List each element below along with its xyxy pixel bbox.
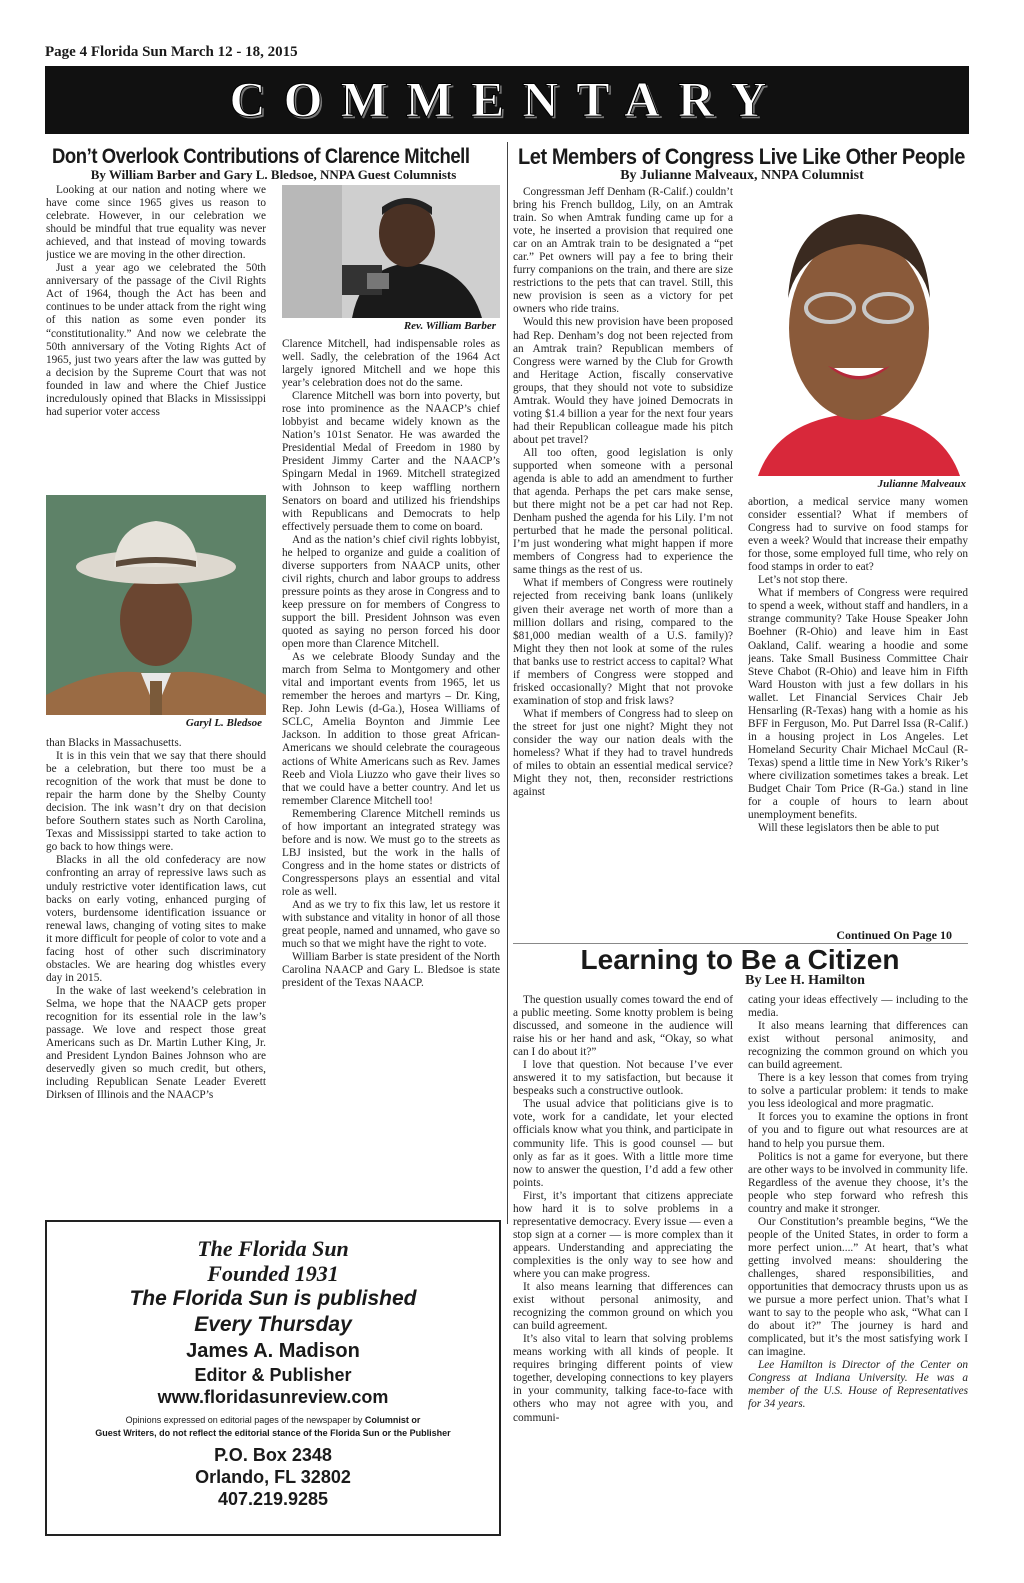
- masthead-disclaimer-line2: Guest Writers, do not reflect the editorial stance of the Florida Sun or the Publisher: [95, 1428, 451, 1438]
- paragraph: The question usually comes toward the end of a public meeting. Some knotty problem is being discussed, and someone in the audience will raise his or her hand and ask, “Okay, so what can I do about it?”: [513, 994, 733, 1059]
- paragraph: It also means learning that differences can exist without personal animosity, and recognizing the common ground on which you can build agreement.: [513, 1281, 733, 1333]
- paragraph: The usual advice that politicians give is to vote, work for a candidate, let your elected officials know what you think, and participate in community life. This is good counsel — but only as far as it goes. With a little more time now to answer the question, I’d add a few other points.: [513, 1098, 733, 1189]
- paragraph: Politics is not a game for everyone, but there are other ways to be involved in community life. Regardless of the avenue they choose, it’s the people who step forward who refresh this country and make it stronger.: [748, 1150, 968, 1215]
- masthead-title: The Florida Sun: [197, 1236, 349, 1261]
- paragraph: And as we try to fix this law, let us restore it with substance and vitality in honor of all those great people, named and unnamed, who gave so much so that we might have the right to vote.: [282, 899, 500, 951]
- caption-bledsoe: Garyl L. Bledsoe: [185, 717, 262, 729]
- paragraph: Clarence Mitchell, had indispensable roles as well. Sadly, the celebration of the 1964 Act largely ignored Mitchell and we hope this year’s celebration does not do the same.: [282, 338, 500, 390]
- paragraph: In the wake of last weekend’s celebration in Selma, we hope that the NAACP gets proper recognition for its essential role in the law’s passage. We love and respect those great Americans such as Dr. Martin Luther King, Jr. and President Lyndon Baines Johnson who are deservedly given so much credit, but others, including Republican Senate Leader Everett Dirksen of Illinois and the NAACP’s: [46, 984, 266, 1102]
- paragraph: than Blacks in Massachusetts.: [46, 737, 182, 749]
- paragraph: Would this new provision have been proposed had Rep. Denham’s dog not been rejected from an Amtrak train? Republican members of Congress were warned by the Club for Growth and Heritage Action, fiscally conservative groups, that they should not vote to subsidize Amtrak. Would they have joined Democrats in voting $1.4 billion a year for the next four years had their Republican colleague made his pitch about pet travel?: [513, 316, 733, 446]
- paragraph: Remembering Clarence Mitchell reminds us of how important an integrated strategy was before and is now. We must go to the streets as LBJ insisted, but the work in the halls of Congress and in the home states or districts of Congresspersons plays an essential and vital role as well.: [282, 807, 500, 898]
- article1-byline: By William Barber and Gary L. Bledsoe, NNPA Guest Columnists: [90, 167, 457, 182]
- paragraph: abortion, a medical service many women consider essential? What if members of Congress had to survive on food stamps for even a week? Would that increase their empathy for those, some employed full time, who rely on food stamps in order to eat?: [748, 496, 968, 574]
- masthead-editor-name: James A. Madison: [186, 1340, 360, 1362]
- article2-byline: By Julianne Malveaux, NNPA Columnist: [620, 168, 864, 183]
- masthead-published-line2: Every Thursday: [194, 1313, 352, 1336]
- photo-gary-bledsoe: [46, 495, 266, 715]
- article2-col1: [513, 186, 733, 942]
- paragraph: What if members of Congress had to sleep on the street for just one night? Might they not consider the way our nation deals with the homeless? What if they had to travel hundreds of miles to obtain an essential medical service? Might they not, then, reconsider restrictions against: [513, 707, 733, 799]
- paragraph: All too often, good legislation is only supported when someone with a personal agenda is able to add an amendment to further that agenda. Perhaps the pet cars make sense, but there might not be a pet car had not Rep. Denham pushed the agenda for his Lily. I’m not perturbed that he made the personal political. I’m just wondering what might happen if more members of Congress had to experience the same things as the rest of us.: [513, 446, 733, 577]
- author-bio: Lee Hamilton is Director of the Center on Congress at Indiana University. He was a member of the U.S. House of Representatives for 34 years.: [748, 1359, 968, 1411]
- column-divider: [507, 142, 508, 1224]
- paragraph: Let’s not stop there.: [758, 574, 848, 587]
- disclaimer-bold-text: Columnist or: [364, 1415, 421, 1425]
- paragraph: As we celebrate Bloody Sunday and the march from Selma to Montgomery and other vital and important events from 1965, let us remember the heroes and martyrs – Dr. King, Rep. John Lewis (d-Ga.), Hosea Williams of SCLC, Amelia Boynton and Jimmie Lee Jackson. In addition to those great African-Americans we should celebrate the courageous actions of White Americans such as Rev. James Reeb and Viola Liuzzo who gave their lives so that we could have a better country. And let us remember Clarence Mitchell too!: [282, 651, 500, 807]
- paragraph: It’s also vital to learn that solving problems means working with all kinds of people. It requires bringing different points of view together, developing connections to key players in your community, talking face-to-face with others who may not agree with you, and communi-: [513, 1333, 733, 1424]
- caption-malveaux: Julianne Malveaux: [877, 478, 966, 490]
- masthead-city: Orlando, FL 32802: [195, 1467, 351, 1487]
- paragraph: Congressman Jeff Denham (R-Calif.) couldn’t bring his French bulldog, Lily, on an Amtrak train. So when Amtrak funding came up for a vote, he inserted a provision that required one car on an Amtrak train to be designated a “pet car.” Pet owners will pay a fee to bring their furry companions on the train, and there are size restrictions to the pets that can travel. Still, this new provision is seen as a victory for pet owners who ride trains.: [513, 186, 733, 316]
- banner-title: COMMENTARY: [229, 71, 785, 127]
- article1-headline: Don’t Overlook Contributions of Clarence Mitchell: [52, 144, 470, 168]
- paragraph: What if members of Congress were required to spend a week, without staff and handlers, in a strange community? Take House Speaker John Boehner (R-Ohio) and leave him in East Oakland, Calif. wearing a hoodie and some jeans. Take Small Business Committee Chair Steve Chabot (R-Ohio) and leave him in Fifth Ward Houston with just a few dollars in his wallet. Let Financial Services Chair Jeb Hensarling (R-Texas) hang with a homie as his BFF in Ferguson, Mo. Put Darrel Issa (R-Calif.) in a housing project in Los Angeles. Let Homeland Security Chair Michael McCaul (R-Texas) spend a little time in New York’s Riker’s where civilization sometimes takes a break. Let Budget Chair Tom Price (R-Ga.) stand in line for a couple of hours to learn about unemployment benefits.: [748, 587, 968, 822]
- masthead-founded: Founded 1931: [207, 1261, 339, 1286]
- article3-byline: By Lee H. Hamilton: [745, 973, 865, 988]
- paragraph: Our Constitution’s preamble begins, “We the people of the United States, in order to form a more perfect union....” At heart, that’s what getting involved means: shouldering the challenges, shared responsibilities, and opportunities that democracy thrusts upon us as we pursue a more perfect union. That’s what I want to say to the people who ask, “What can I do about it?” The journey is hard and complicated, but it’s the most satisfying work I can imagine.: [748, 1215, 968, 1359]
- masthead-editor-title: Editor & Publisher: [194, 1365, 352, 1385]
- article2-headline: Let Members of Congress Live Like Other People: [518, 144, 965, 169]
- article2-col2: [748, 496, 968, 926]
- article1-col1-bottom: [46, 737, 266, 1212]
- article3-headline: Learning to Be a Citizen: [580, 944, 900, 975]
- article1-col2: [282, 338, 500, 1216]
- paragraph: Blacks in all the old confederacy are now confronting an array of repressive laws such as unduly restrictive voter identification laws, cut backs on early voting, enhanced purging of voters, burdensome identification issuance or renewal laws, changing of voting sites to make it more difficult for people of color to vote and a facing host of other such discriminatory obstacles. We are hearing dog whistles every day in 2015.: [46, 854, 266, 984]
- article1-col1-top: [46, 184, 266, 490]
- page-header: Page 4 Florida Sun March 12 - 18, 2015: [45, 44, 298, 60]
- paragraph: And as the nation’s chief civil rights lobbyist, he helped to organize and guide a coalition of diverse supporters from NAACP units, other civil rights, church and labor groups to address pressure points as they arose in Congress and to keep pressure on for members of Congress to support the bill. President Johnson was even quoted as saying no person forced his door open more than Clarence Mitchell.: [282, 533, 500, 651]
- paragraph: William Barber is state president of the North Carolina NAACP and Gary L. Bledsoe is state president of the Texas NAACP.: [282, 951, 500, 990]
- paragraph: It also means learning that differences can exist without personal animosity, and recognizing the common ground on which you can build agreement.: [748, 1020, 968, 1072]
- masthead-disclaimer-line1: [47, 1414, 499, 1427]
- paragraph: Will these legislators then be able to put: [758, 822, 940, 835]
- caption-barber: Rev. William Barber: [403, 320, 496, 332]
- photo-julianne-malveaux: [748, 188, 970, 476]
- paragraph: First, it’s important that citizens appreciate how hard it is to solve problems in a representative democracy. Every issue — even a stop sign at a corner — is more complex than it appears. Understanding and appreciating the complexities is the only way to see how and where you can make progress.: [513, 1189, 733, 1280]
- paragraph: Just a year ago we celebrated the 50th anniversary of the passage of the Civil Rights Act of 1964, though the Act has been and continues to be under attack from the right wing of this nation as some even ponder its “constitutionality.” And now we celebrate the 50th anniversary of the Voting Rights Act of 1965, just two years after the law was gutted by a decision by the Supreme Court that was not founded in law and where the Chief Justice incredulously opined that Blacks in Mississippi had superior voter access: [46, 262, 266, 418]
- article3-col1: [513, 994, 733, 1554]
- photo-william-barber: [282, 185, 500, 318]
- paragraph: cating your ideas effectively — including to the media.: [748, 994, 968, 1020]
- masthead-po-box: P.O. Box 2348: [214, 1445, 332, 1465]
- article3-col2: [748, 994, 968, 1554]
- commentary-banner: [45, 66, 969, 134]
- masthead-published-line1: The Florida Sun is published: [129, 1287, 417, 1310]
- paragraph: It is in this vein that we say that there should be a celebration, but there too must be a recognition of the work that must be done to repair the harm done by the Shelby County decision. The ink wasn’t dry on that decision before Southern states such as North Carolina, Texas and Mississippi started to take action to go back to how things were.: [46, 750, 266, 854]
- paragraph: I love that question. Not because I’ve ever answered it to my satisfaction, but because it bespeaks such a constructive outlook.: [513, 1059, 733, 1098]
- masthead-box: [45, 1220, 501, 1536]
- paragraph: What if members of Congress were routinely rejected from receiving bank loans (unlikely given their average net worth of more than a million dollars and rising, compared to the $81,000 median wealth of a U.S. family)? Might they then not look at some of the rules that banks use to restrict access to capital? What if members of Congress were stopped and frisked occasionally? Might that not provoke examination of stop and frisk laws?: [513, 577, 733, 707]
- person-photo-icon: [46, 495, 266, 715]
- paragraph: It forces you to examine the options in front of you and to figure out what resources are at hand to help you pursue them.: [748, 1111, 968, 1150]
- continued-note[interactable]: Continued On Page 10: [836, 928, 952, 942]
- person-photo-icon: [282, 185, 500, 318]
- paragraph: Looking at our nation and noting where we have come since 1965 gives us reason to celebrate. However, in our celebration we should be mindful that true equality was never achieved, and that instead of moving towards justice we are moving in the other direction.: [46, 184, 266, 262]
- paragraph: There is a key lesson that comes from trying to solve a particular problem: it tends to make you less ideological and more pragmatic.: [748, 1072, 968, 1111]
- masthead-phone: 407.219.9285: [217, 1489, 329, 1509]
- person-photo-icon: [748, 188, 970, 476]
- disclaimer-text: Opinions expressed on editorial pages of the newspaper by: [125, 1415, 365, 1425]
- paragraph: Clarence Mitchell was born into poverty, but rose into prominence as the NAACP’s chief lobbyist and became widely known as the Nation’s 101st Senator. He was awarded the Presidential Medal of Freedom in 1980 by President Jimmy Carter and the NAACP’s Spingarn Medal in 1969. Mitchell strategized with Johnson to keep waffling northern Senators on board and utilized his friendships with Republicans and Democrats to help effectively persuade them to come on board.: [282, 390, 500, 533]
- masthead-website[interactable]: www.floridasunreview.com: [157, 1387, 389, 1407]
